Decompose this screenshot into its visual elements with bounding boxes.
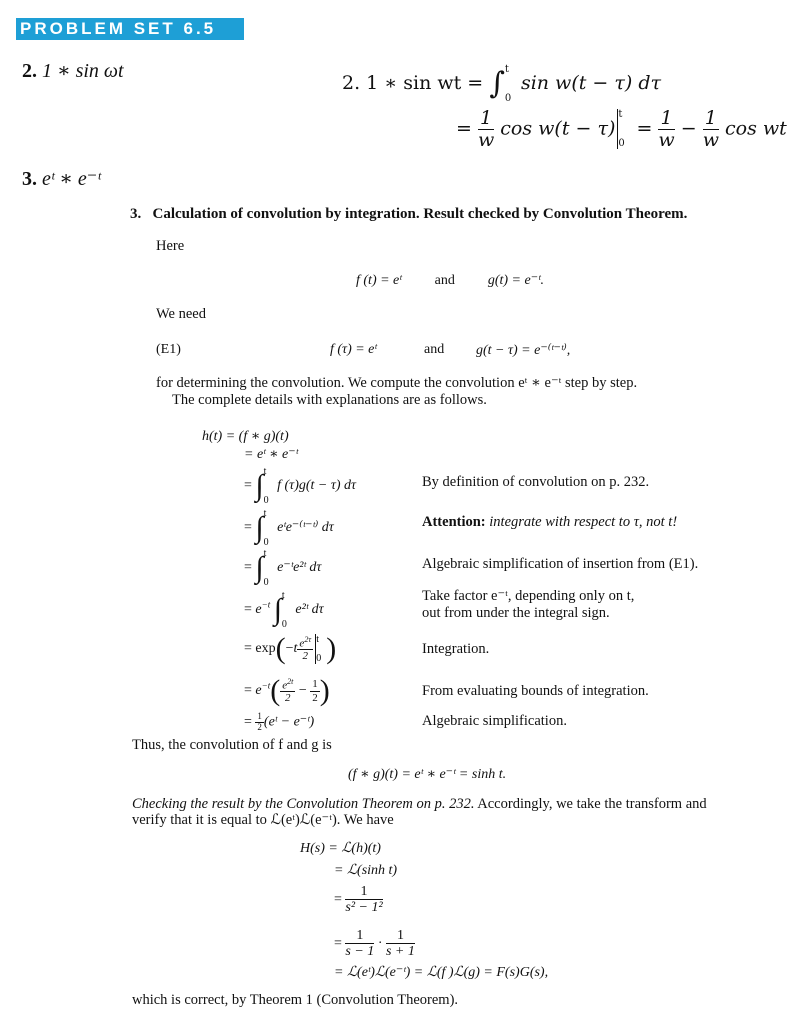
step-factor-out: = $e^{-t}$ ∫ t 0 e²ᵗ dτ [244,590,324,630]
we-need-label: We need [156,306,206,322]
step-evaluate-bounds: = $e^{-t}$( $\frac{e^{2t}}{2}$ − $\frac{1}{2}$ ) [244,674,330,707]
step-7-comment: From evaluating bounds of integration. [422,683,649,699]
step-6-lhs: exp [255,641,276,657]
step-3-lhs: eᵗe⁻⁽ᵗ⁻ᵗ⁾ dτ [277,520,334,536]
step-8-lhs: (eᵗ − e⁻ᵗ) [263,714,315,730]
solution-3-heading [130,206,687,223]
problem-2-expression: 1 ∗ sin ωt [42,60,124,82]
e1-line [156,342,616,358]
integral-sign-icon: ∫ [489,66,505,101]
integral-sign-icon: ∫ [273,593,282,626]
transform-H [300,840,381,857]
H4-denominator-1: s − 1 [345,944,375,960]
H-line-5: = ℒ(eᵗ)ℒ(e⁻ᵗ) = ℒ(f )ℒ(g) = F(s)G(s), [334,965,549,980]
H4-numerator-1: 1 [345,928,374,944]
fraction-2-denominator: w [658,128,675,151]
and-label-2: and [424,342,445,357]
step-convolution [244,446,298,463]
f-tau: f (τ) = eᵗ [330,342,377,357]
integral-sign-icon: ∫ [255,511,264,544]
fraction-3-numerator: 1 [703,108,719,130]
solution-2-line-1 [342,64,661,104]
bar-lower-limit: 0 [618,138,625,150]
H3-numerator: 1 [345,884,382,900]
cos-wt-term: cos wt [725,117,787,140]
step-integration: = exp(−t $\frac{e^{2\tau}}{2}$ t 0 ) [244,632,337,665]
step-2-comment: By definition of convolution on p. 232. [422,474,650,490]
problem-3-expression: eᵗ ∗ e⁻ᵗ [42,168,101,190]
check-line-2: verify that it is equal to ℒ(eᵗ)ℒ(e⁻ᵗ). We have [132,812,394,828]
step-3-comment [422,514,677,531]
attention-text: integrate with respect to τ, not t! [485,514,678,530]
intro-line-2: The complete details with explanations are as follows. [172,392,487,408]
step-6-comment: Integration. [422,641,490,657]
and-label: and [434,273,455,288]
check-italic: Checking the result by the Convolution Theorem on p. 232. [132,796,475,812]
cos-term: cos w(t − τ) [500,117,616,140]
solution-2-integrand: sin w(t − τ) dτ [520,72,662,94]
step-5-lhs: e²ᵗ dτ [295,602,324,618]
equals-sign-2: = [636,117,653,140]
step-8-comment: Algebraic simplification. [422,713,567,729]
fraction-2-numerator: 1 [658,108,674,130]
transform-sinh [334,862,397,879]
problem-2 [22,58,124,83]
definitions-line [356,272,544,289]
H4-numerator-2: 1 [386,928,415,944]
thus-statement: Thus, the convolution of f and g is [132,737,332,753]
here-label: Here [156,238,185,254]
step-4-lhs: e⁻ᵗe²ᵗ dτ [277,560,322,576]
transform-final [334,964,548,981]
solution-3-title: Calculation of convolution by integration. Result checked by Convolution Theorem. [152,206,688,222]
minus-sign: − [680,117,697,140]
fraction-numerator: 1 [478,108,494,130]
step-0-lhs: h(t) = (f ∗ g)(t) [202,429,289,444]
solution-2-lhs: 2. 1 ∗ sin wt = [342,72,484,94]
check-rest: Accordingly, we take the transform and [474,796,707,812]
equals-sign: = [456,117,472,140]
e1-label: (E1) [156,342,181,357]
convolution-result [348,766,506,783]
step-h-definition [202,428,289,445]
problem-2-number: 2. [22,60,37,82]
g-t-minus-tau: g(t − τ) = e⁻⁽ᵗ⁻ᵗ⁾, [476,343,571,358]
integral-sign-icon: ∫ [255,551,264,584]
transform-fraction: = $\frac{1}{\text{s² − 1²}}$ [334,884,383,916]
step-5-comment: Take factor e⁻ᵗ, depending only on t, [422,588,635,604]
problem-3 [22,166,101,191]
fraction-3-denominator: w [702,128,719,151]
step-simplified-integral: = ∫ t 0 e⁻ᵗe²ᵗ dτ [244,548,322,588]
step-1-lhs: = eᵗ ∗ e⁻ᵗ [244,447,298,462]
solution-2-line-2 [456,108,787,151]
final-statement: which is correct, by Theorem 1 (Convolution Theorem). [132,992,459,1008]
H-line-2: = ℒ(sinh t) [334,863,398,878]
attention-label: Attention: [422,514,486,530]
upper-limit: t [504,64,509,75]
check-line-1 [132,796,707,813]
H4-denominator-2: s + 1 [385,944,415,960]
H-line-1: H(s) = ℒ(h)(t) [300,841,381,856]
fraction-denominator: w [477,128,495,151]
bar-upper-limit: t [618,109,623,121]
problem-3-number: 3. [22,168,37,190]
lower-limit: 0 [504,93,512,104]
problem-set-banner: PROBLEM SET 6.5 [16,18,244,40]
integral-sign-icon: ∫ [255,469,264,502]
step-2-lhs: f (τ)g(t − τ) dτ [277,478,357,494]
solution-3-number: 3. [130,206,142,222]
step-definition-integral: = ∫ t 0 f (τ)g(t − τ) dτ [244,466,357,506]
f-definition: f (t) = eᵗ [356,273,402,288]
step-4-comment: Algebraic simplification of insertion from (E1). [422,556,699,572]
H3-denominator: s² − 1² [345,900,383,916]
result-expression: (f ∗ g)(t) = eᵗ ∗ e⁻ᵗ = sinh t. [348,767,507,782]
step-5-comment-2: out from under the integral sign. [422,605,610,621]
step-final-simplification: = $\frac{1}{2}$ (eᵗ − e⁻ᵗ) [244,711,315,732]
step-attention-integral: = ∫ t 0 eᵗe⁻⁽ᵗ⁻ᵗ⁾ dτ [244,508,334,548]
transform-product: = $\frac{1}{s - 1}$ · $\frac{1}{s + 1}$ [334,928,415,960]
g-definition: g(t) = e⁻ᵗ. [487,273,544,288]
intro-line-1: for determining the convolution. We compute the convolution eᵗ ∗ e⁻ᵗ step by step. [156,375,638,391]
